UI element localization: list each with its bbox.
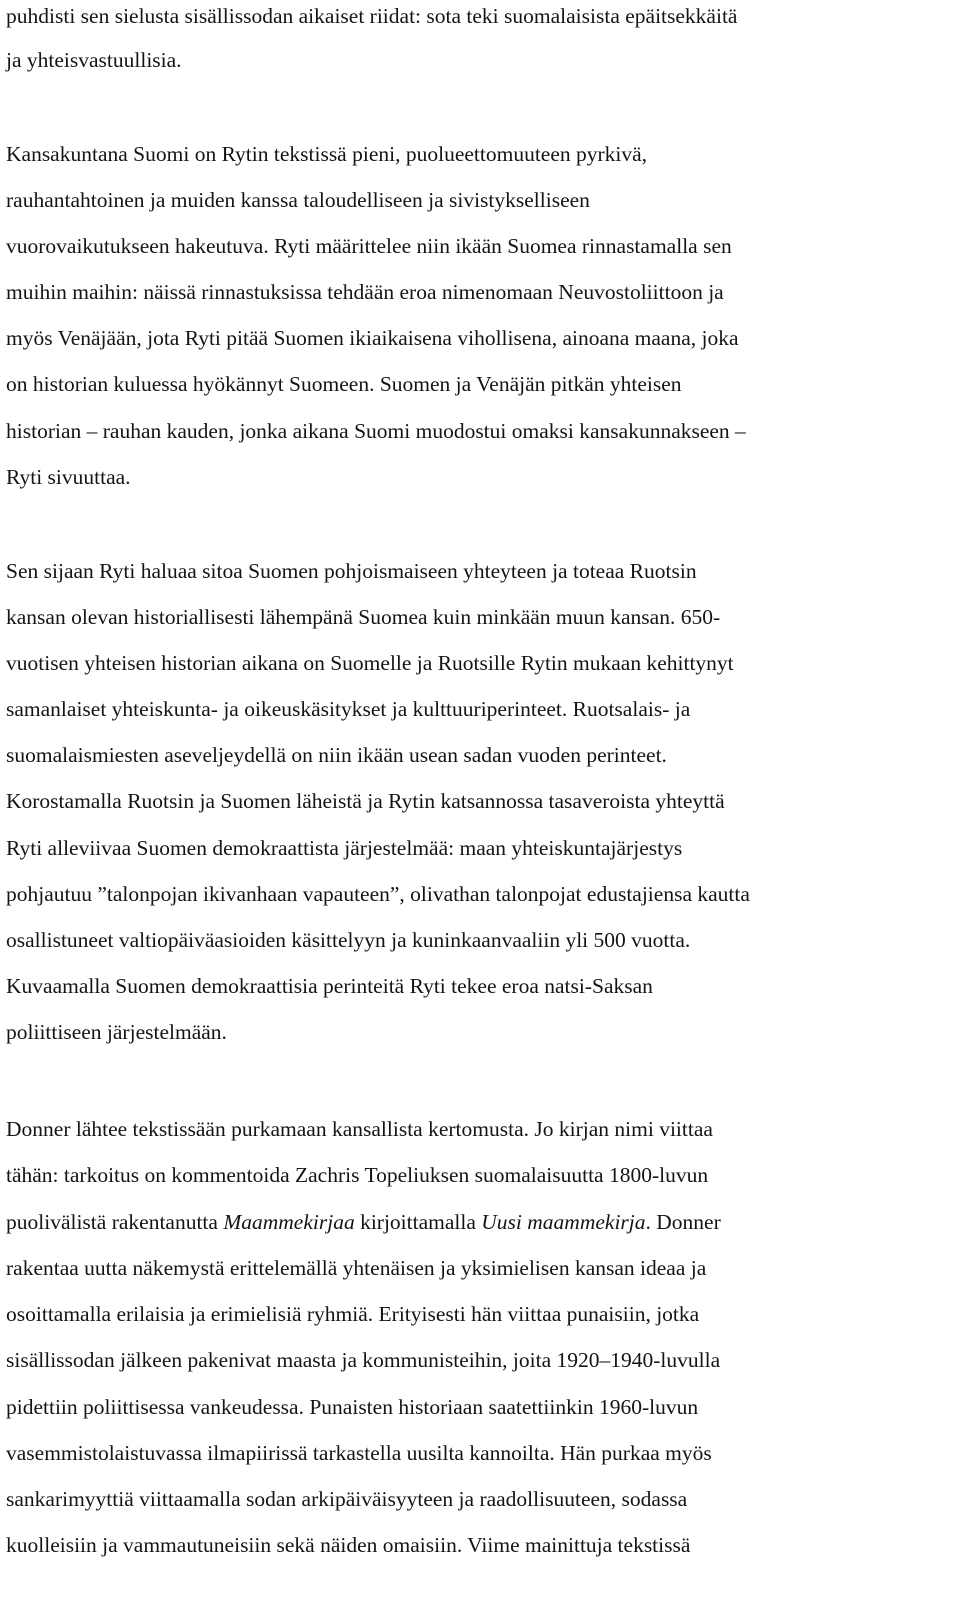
- text-line: poliittiseen järjestelmään.: [6, 1020, 227, 1044]
- text-run: kirjoittamalla: [354, 1210, 482, 1234]
- text-line: muihin maihin: näissä rinnastuksissa tehdään eroa nimenomaan Neuvostoliittoon ja: [6, 280, 724, 304]
- text-line: osallistuneet valtiopäiväasioiden käsittelyyn ja kuninkaanvaaliin yli 500 vuotta.: [6, 928, 691, 952]
- text-line: Kansakuntana Suomi on Rytin tekstissä pieni, puolueettomuuteen pyrkivä,: [6, 142, 648, 166]
- text-line: tähän: tarkoitus on kommentoida Zachris Topeliuksen suomalaisuutta 1800-luvun: [6, 1163, 709, 1187]
- text-line: Kuvaamalla Suomen demokraattisia perinteitä Ryti tekee eroa natsi-Saksan: [6, 974, 653, 998]
- text-line: Korostamalla Ruotsin ja Suomen läheistä ja Rytin katsannossa tasaveroista yhteyttä: [6, 789, 725, 813]
- text-line: Ryti alleviivaa Suomen demokraattista järjestelmää: maan yhteiskuntajärjestys: [6, 836, 683, 860]
- text-line: [6, 1207, 721, 1237]
- text-line: on historian kuluessa hyökännyt Suomeen. Suomen ja Venäjän pitkän yhteisen: [6, 372, 682, 396]
- text-line: vasemmistolaistuvassa ilmapiirissä tarkastella uusilta kannoilta. Hän purkaa myös: [6, 1441, 712, 1465]
- text-line: vuotisen yhteisen historian aikana on Suomelle ja Ruotsille Rytin mukaan kehittynyt: [6, 651, 734, 675]
- text-line: suomalaismiesten aseveljeydellä on niin ikään usean sadan vuoden perinteet.: [6, 743, 667, 767]
- text-line: sankarimyyttiä viittaamalla sodan arkipäiväisyyteen ja raadollisuuteen, sodassa: [6, 1487, 688, 1511]
- text-line: ja yhteisvastuullisia.: [6, 48, 182, 72]
- text-line: Sen sijaan Ryti haluaa sitoa Suomen pohjoismaiseen yhteyteen ja toteaa Ruotsin: [6, 559, 697, 583]
- text-line: kuolleisiin ja vammautuneisiin sekä näiden omaisiin. Viime mainittuja tekstissä: [6, 1533, 691, 1557]
- text-line: rakentaa uutta näkemystä erittelemällä yhtenäisen ja yksimielisen kansan ideaa ja: [6, 1256, 707, 1280]
- text-line: kansan olevan historiallisesti lähempänä Suomea kuin minkään muun kansan. 650-: [6, 605, 721, 629]
- text-run: puolivälistä rakentanutta: [6, 1210, 224, 1234]
- book-title-uusi-maammekirja: Uusi maammekirja: [481, 1210, 646, 1234]
- text-line: puhdisti sen sielusta sisällissodan aikaiset riidat: sota teki suomalaisista epäitsekkäitä: [6, 4, 738, 28]
- text-line: rauhantahtoinen ja muiden kanssa taloudelliseen ja sivistykselliseen: [6, 188, 590, 212]
- text-line: pidettiin poliittisessa vankeudessa. Punaisten historiaan saatettiinkin 1960-luvun: [6, 1395, 699, 1419]
- text-line: Ryti sivuuttaa.: [6, 465, 131, 489]
- text-run: . Donner: [645, 1210, 721, 1234]
- text-line: historian – rauhan kauden, jonka aikana Suomi muodostui omaksi kansakunnakseen –: [6, 419, 746, 443]
- text-line: pohjautuu ”talonpojan ikivanhaan vapauteen”, olivathan talonpojat edustajiensa kautta: [6, 882, 750, 906]
- text-line: myös Venäjään, jota Ryti pitää Suomen ikiaikaisena vihollisena, ainoana maana, joka: [6, 326, 739, 350]
- text-line: osoittamalla erilaisia ja erimielisiä ryhmiä. Erityisesti hän viittaa punaisiin, jotka: [6, 1302, 700, 1326]
- book-title-maammekirja: Maammekirjaa: [223, 1210, 355, 1234]
- text-line: sisällissodan jälkeen pakenivat maasta ja kommunisteihin, joita 1920–1940-luvulla: [6, 1348, 721, 1372]
- text-line: vuorovaikutukseen hakeutuva. Ryti määrittelee niin ikään Suomea rinnastamalla sen: [6, 234, 732, 258]
- text-line: samanlaiset yhteiskunta- ja oikeuskäsitykset ja kulttuuriperinteet. Ruotsalais- ja: [6, 697, 691, 721]
- text-line: Donner lähtee tekstissään purkamaan kansallista kertomusta. Jo kirjan nimi viittaa: [6, 1117, 713, 1141]
